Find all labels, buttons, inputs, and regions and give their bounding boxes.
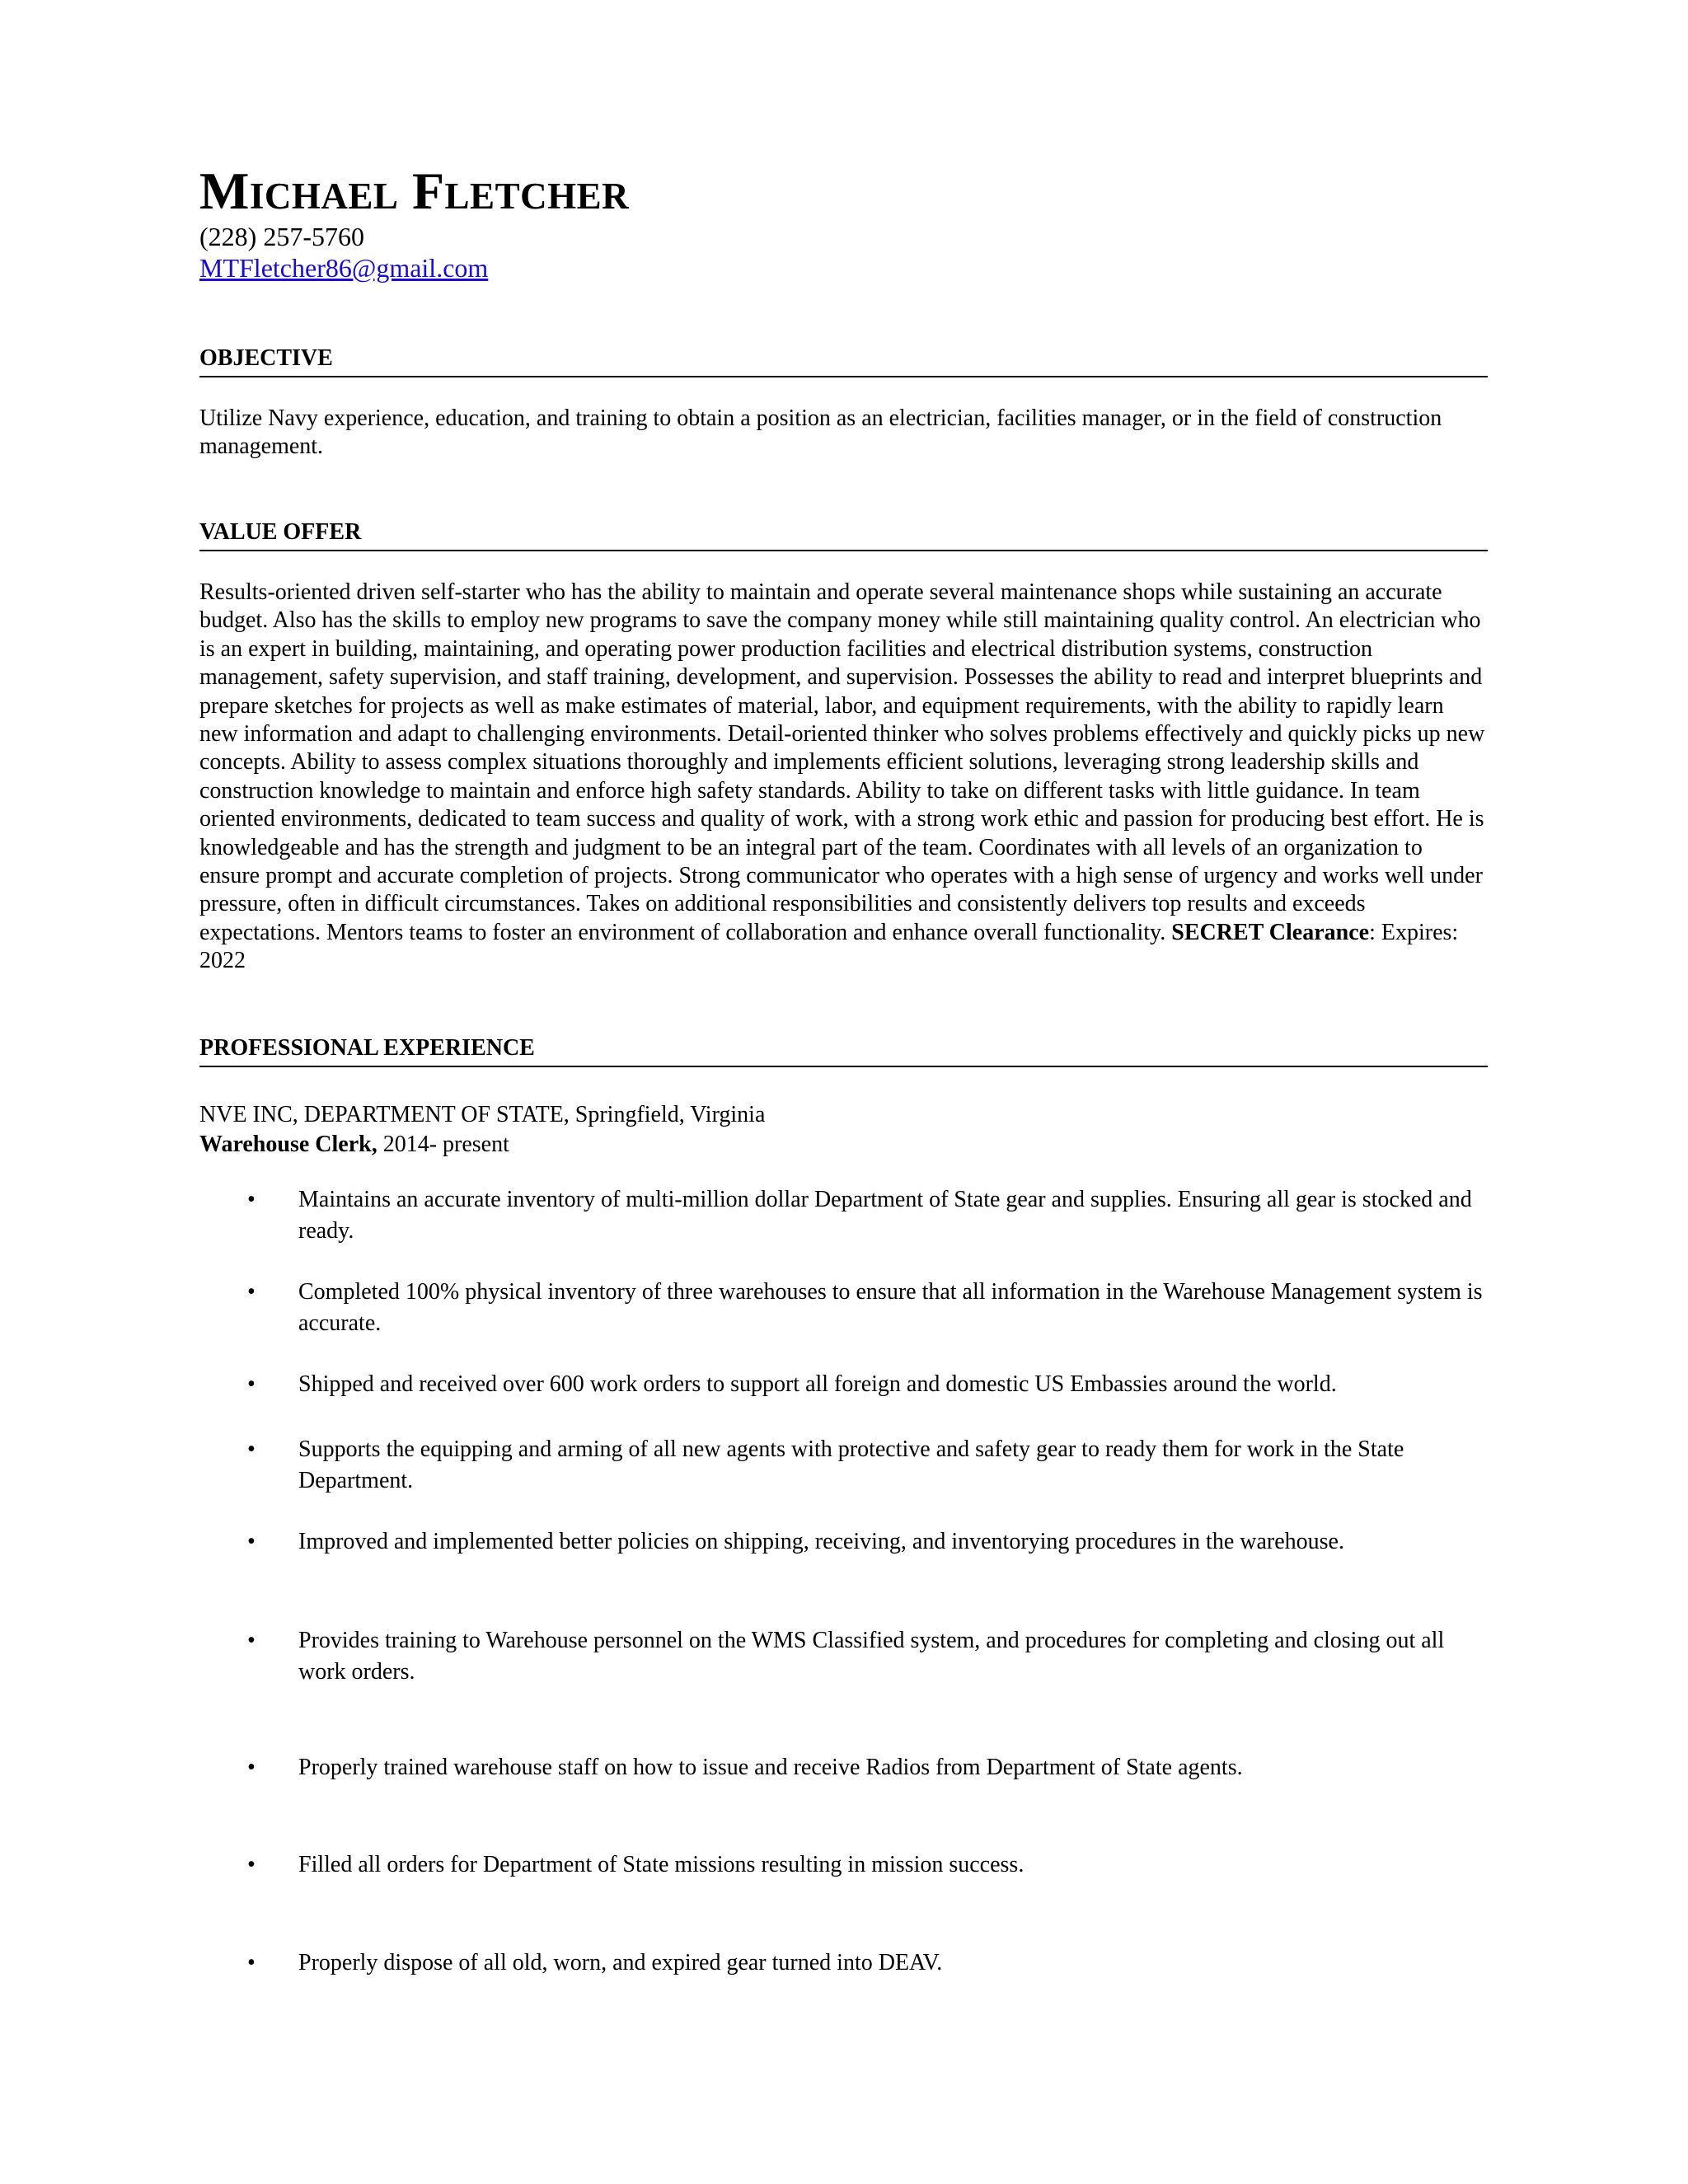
- bullet-text: Improved and implemented better policies on shipping, receiving, and inventorying procedures in the warehouse.: [298, 1529, 1344, 1554]
- experience-heading: PROFESSIONAL EXPERIENCE: [199, 1034, 1488, 1067]
- bullet-text: Provides training to Warehouse personnel on the WMS Classified system, and procedures for completing and closing out all work orders.: [298, 1628, 1445, 1685]
- bullet-icon: •: [247, 1436, 256, 1462]
- clearance-detail: : Expires: 2022: [199, 919, 1459, 974]
- bullet-icon: •: [247, 1187, 256, 1212]
- employer-line: NVE INC, DEPARTMENT OF STATE, Springfield, Virginia: [199, 1102, 766, 1127]
- value-offer-heading: VALUE OFFER: [199, 518, 1488, 551]
- bullet-text: Shipped and received over 600 work orders to support all foreign and domestic US Embassies around the world.: [298, 1371, 1337, 1397]
- role-title: Warehouse Clerk,: [199, 1132, 377, 1157]
- bullet-icon: •: [247, 1279, 256, 1305]
- bullet-icon: •: [247, 1371, 256, 1397]
- bullet-text: Properly dispose of all old, worn, and expired gear turned into DEAV.: [298, 1950, 943, 1975]
- bullet-text: Maintains an accurate inventory of multi-million dollar Department of State gear and supplies. Ensuring all gear is stocked and ready.: [298, 1187, 1472, 1244]
- objective-text: Utilize Navy experience, education, and training to obtain a position as an electrician, facilities manager, or in the field of construction management.: [199, 405, 1442, 460]
- bullet-text: Properly trained warehouse staff on how to issue and receive Radios from Department of State agents.: [298, 1755, 1243, 1780]
- role-line: [199, 1131, 509, 1159]
- bullet-text: Completed 100% physical inventory of three warehouses to ensure that all information in the Warehouse Management system is accurate.: [298, 1279, 1483, 1336]
- email-link[interactable]: MTFletcher86@gmail.com: [199, 253, 489, 283]
- role-dates: 2014- present: [377, 1132, 509, 1157]
- clearance-label: SECRET Clearance: [1171, 919, 1370, 945]
- value-offer-text: [199, 579, 1488, 976]
- bullet-text: Supports the equipping and arming of all new agents with protective and safety gear to ready them for work in the State Department.: [298, 1436, 1404, 1493]
- bullet-icon: •: [247, 1950, 256, 1975]
- candidate-name: Michael Fletcher: [199, 162, 630, 220]
- bullet-icon: •: [247, 1852, 256, 1877]
- bullet-icon: •: [247, 1529, 256, 1554]
- objective-heading: OBJECTIVE: [199, 344, 1488, 377]
- phone-number: (228) 257-5760: [199, 222, 364, 251]
- value-offer-body: Results-oriented driven self-starter who has the ability to maintain and operate several maintenance shops while sustaining an accurate budget. Also has the skills to employ new programs to save the company money while still maintaining quality control. An electrician who is an expert in building, maintaining, and operating power production facilities and electrical distribution systems, construction management, safety supervision, and staff training, development, and supervision. Possesses the ability to read and interpret blueprints and prepare sketches for projects as well as make estimates of material, labor, and equipment requirements, with the ability to rapidly learn new information and adapt to challenging environments. Detail-oriented thinker who solves problems effectively and quickly picks up new concepts. Ability to assess complex situations thoroughly and implements efficient solutions, leveraging strong leadership skills and construction knowledge to maintain and enforce high safety standards. Ability to take on different tasks with little guidance. In team oriented environments, dedicated to team success and quality of work, with a strong work ethic and passion for producing best effort. He is knowledgeable and has the strength and judgment to be an integral part of the team. Coordinates with all levels of an organization to ensure prompt and accurate completion of projects. Strong communicator who operates with a high sense of urgency and works well under pressure, often in difficult circumstances. Takes on additional responsibilities and consistently delivers top results and exceeds expectations. Mentors teams to foster an environment of collaboration and enhance overall functionality.: [199, 579, 1485, 945]
- bullet-icon: •: [247, 1628, 256, 1653]
- bullet-text: Filled all orders for Department of State missions resulting in mission success.: [298, 1852, 1025, 1877]
- bullet-icon: •: [247, 1755, 256, 1780]
